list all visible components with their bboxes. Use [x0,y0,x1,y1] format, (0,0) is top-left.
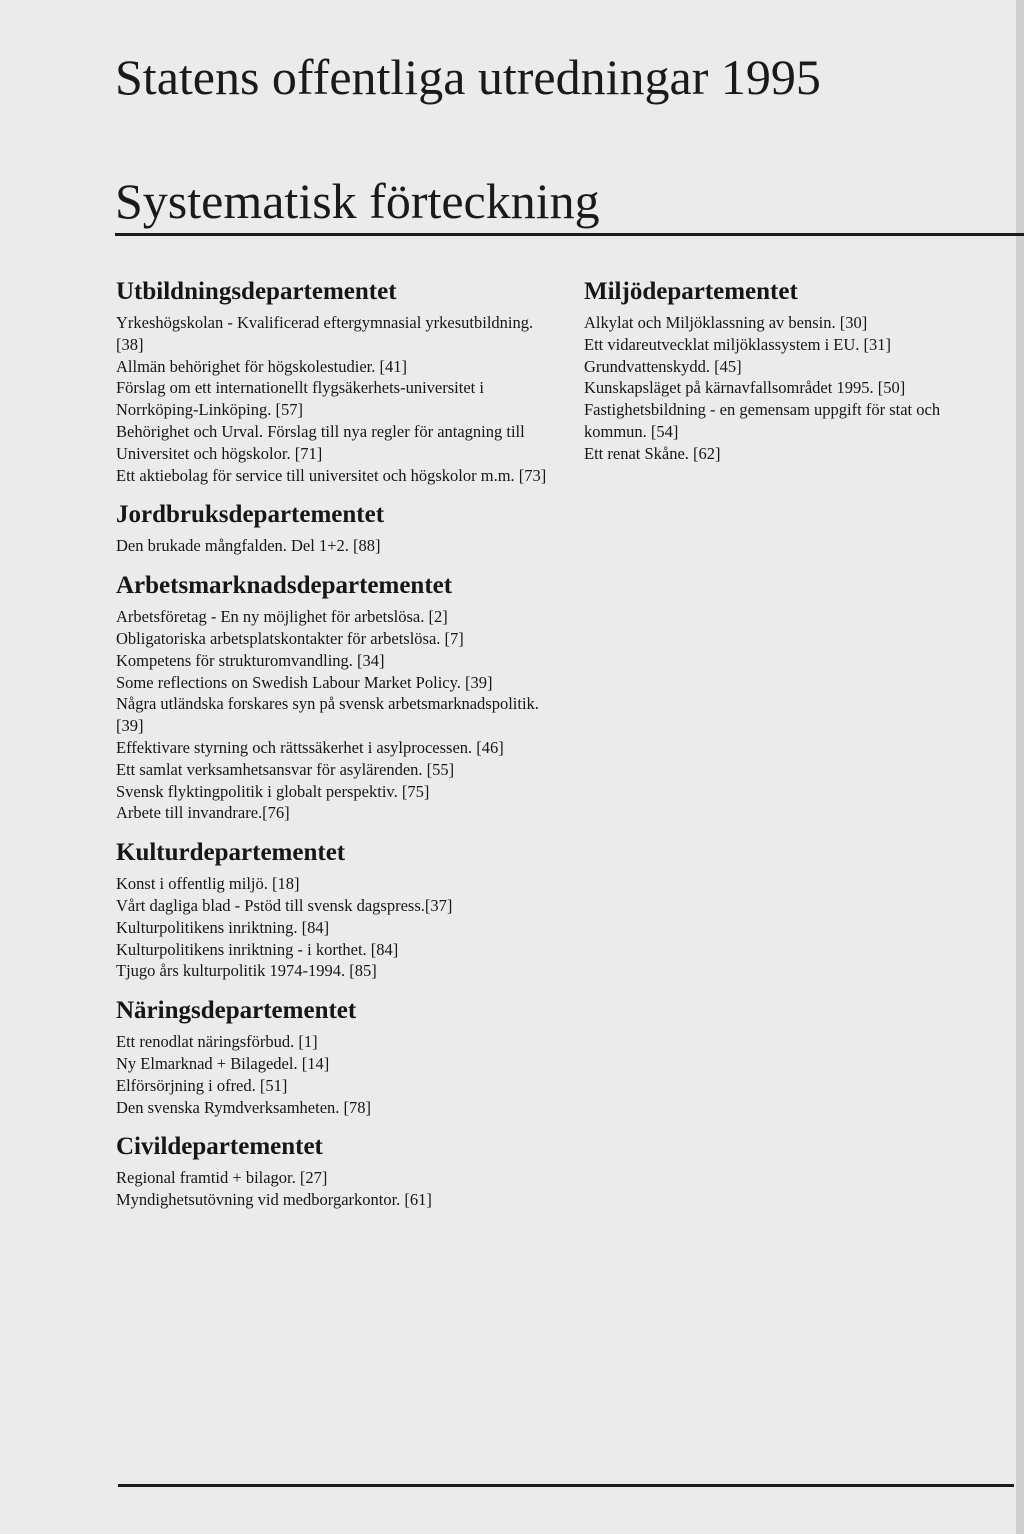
list-item: Alkylat och Miljöklassning av bensin. [30] [584,313,868,332]
left-column [116,277,556,1225]
list-item: Obligatoriska arbetsplatskontakter för arbetslösa. [7] [116,628,464,648]
list-item: Some reflections on Swedish Labour Market Policy. [39] [116,672,493,692]
list-item: Myndighetsutövning vid medborgarkontor. [61] [116,1190,432,1210]
section-utbildningsdepartementet [116,277,556,486]
list-item: Tjugo års kulturpolitik 1974-1994. [85] [116,961,377,981]
list-item: Kulturpolitikens inriktning. [84] [116,917,330,937]
section-heading: Jordbruksdepartementet [116,501,385,529]
section-civildepartementet [116,1132,556,1211]
list-item: Fastighetsbildning - en gemensam uppgift för stat och kommun. [54] [584,400,941,441]
list-item: Ett vidareutvecklat miljöklassystem i EU. [31] [584,334,892,354]
right-column [584,277,1004,479]
list-item: Ett samlat verksamhetsansvar för asylärenden. [55] [116,759,455,779]
section-arbetsmarknadsdepartementet [116,571,556,824]
list-item: Förslag om ett internationellt flygsäkerhets-universitet i Norrköping-Linköping. [57] [116,378,484,420]
list-item: Vårt dagliga blad - Pstöd till svensk dagspress.[37] [116,895,453,915]
list-item: Allmän behörighet för högskolestudier. [41] [116,356,407,376]
section-heading: Arbetsmarknadsdepartementet [116,572,453,600]
list-item: Konst i offentlig miljö. [18] [116,874,300,894]
page-subtitle: Systematisk förteckning [115,173,600,229]
section-heading: Miljödepartementet [584,278,798,305]
section-kulturdepartementet [116,838,556,982]
list-item: Ett renat Skåne. [62] [584,443,721,463]
section-heading: Näringsdepartementet [116,997,357,1025]
list-item: Några utländska forskares syn på svensk arbetsmarknadspolitik. [39] [116,694,539,736]
section-heading: Kulturdepartementet [116,839,346,867]
list-item: Arbetsföretag - En ny möjlighet för arbetslösa. [2] [116,607,448,627]
section-miljodepartementet [584,277,1004,465]
page-title: Statens offentliga utredningar 1995 [115,49,821,105]
page-edge [1016,0,1024,1534]
list-item: Svensk flyktingpolitik i globalt perspektiv. [75] [116,781,430,801]
section-jordbruksdepartementet [116,500,556,557]
list-item: Behörighet och Urval. Förslag till nya regler för antagning till Universitet och högskolor. [71] [116,421,525,463]
list-item: Yrkeshögskolan - Kvalificerad eftergymnasial yrkesutbildning. [38] [116,313,534,354]
list-item: Den brukade mångfalden. Del 1+2. [88] [116,536,381,556]
list-item: Kunskapsläget på kärnavfallsområdet 1995. [50] [584,378,906,398]
section-naringsdepartementet [116,996,556,1118]
bottom-rule [118,1484,1014,1487]
list-item: Ett renodlat näringsförbud. [1] [116,1032,318,1052]
list-item: Grundvattenskydd. [45] [584,356,742,376]
list-item: Arbete till invandrare.[76] [116,803,290,823]
section-heading: Utbildningsdepartementet [116,278,397,305]
list-item: Regional framtid + bilagor. [27] [116,1168,328,1188]
section-heading: Civildepartementet [116,1133,323,1161]
top-rule [115,233,1024,236]
list-item: Ny Elmarknad + Bilagedel. [14] [116,1053,330,1073]
list-item: Effektivare styrning och rättssäkerhet i asylprocessen. [46] [116,737,504,757]
list-item: Kulturpolitikens inriktning - i korthet. [84] [116,939,399,959]
list-item: Den svenska Rymdverksamheten. [78] [116,1097,372,1117]
list-item: Ett aktiebolag för service till universitet och högskolor m.m. [73] [116,465,547,485]
list-item: Elförsörjning i ofred. [51] [116,1075,288,1095]
list-item: Kompetens för strukturomvandling. [34] [116,650,385,670]
